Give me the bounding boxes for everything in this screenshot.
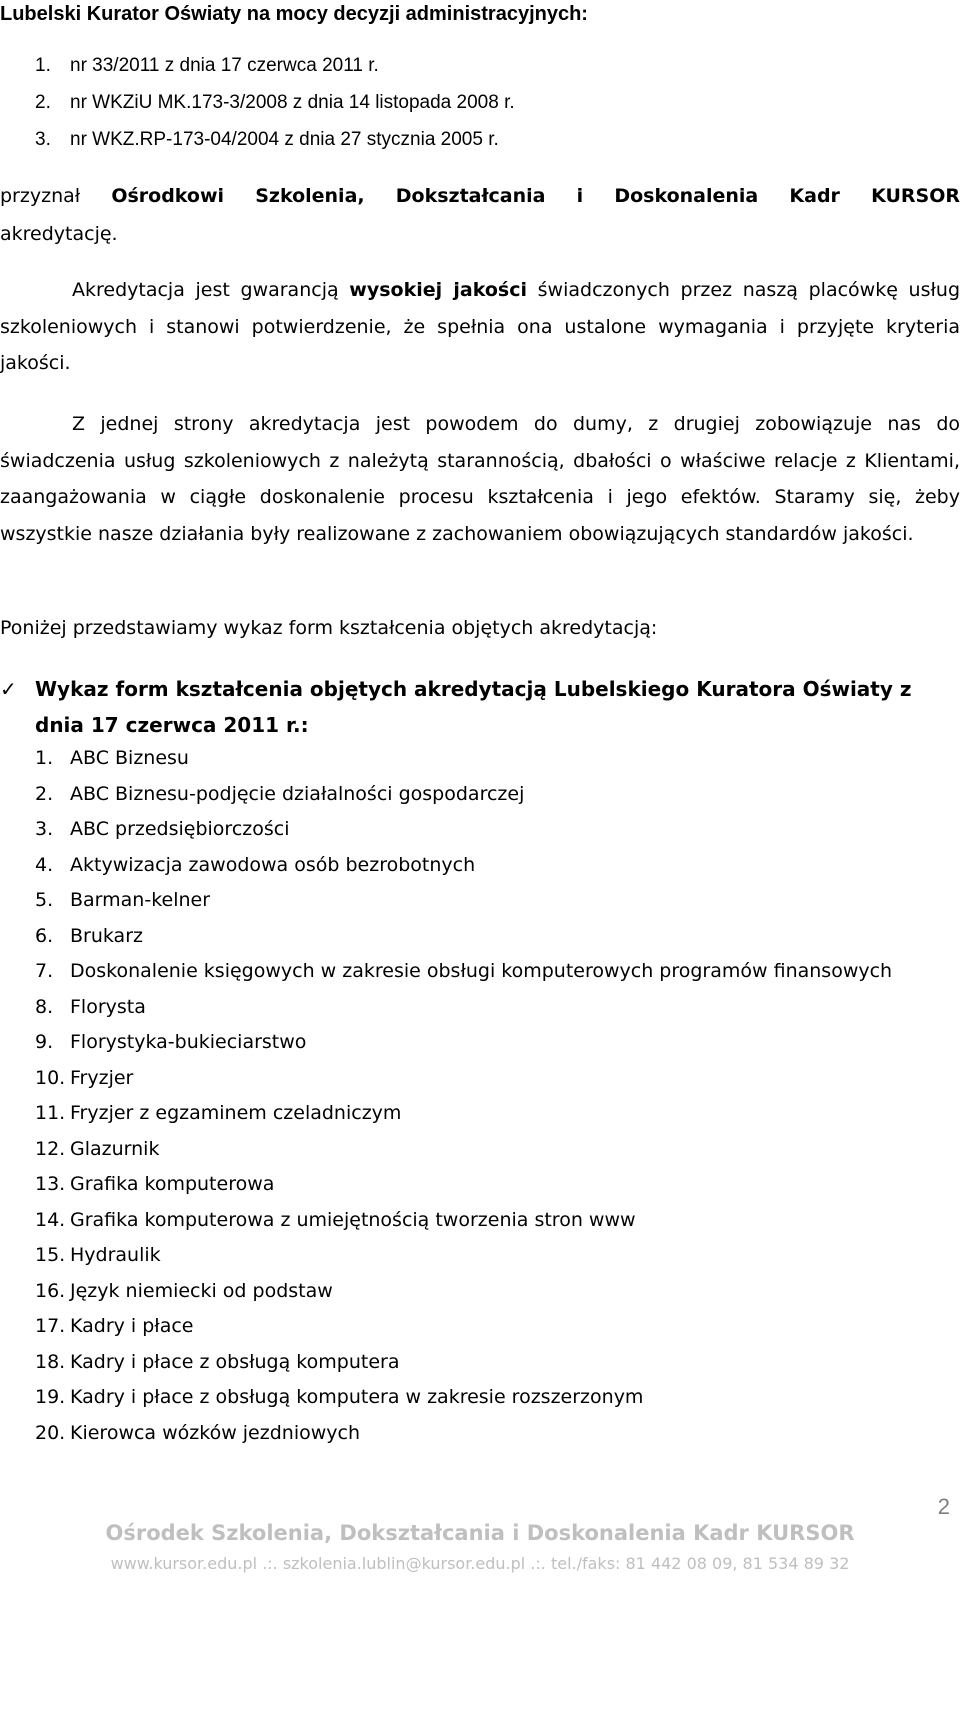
footer-contact: www.kursor.edu.pl .:. szkolenia.lublin@kursor.edu.pl .:. tel./faks: 81 442 08 09, 81 534 89 32 xyxy=(110,1554,850,1573)
course-item xyxy=(0,812,960,848)
list-title: Wykaz form kształcenia objętych akredytacją Lubelskiego Kuratora Oświaty z dnia 17 czerwca 2011 r.: xyxy=(35,677,912,737)
course-item xyxy=(0,1274,960,1310)
course-number: 15. xyxy=(35,1244,66,1266)
course-item xyxy=(0,1096,960,1132)
quality-text-after: świadczonych przez naszą placówkę usług szkoleniowych i stanowi potwierdzenie, że spełnia ona ustalone wymagania i przyjęte kryteria jakości. xyxy=(0,279,960,374)
page-heading: Lubelski Kurator Oświaty na mocy decyzji administracyjnych: xyxy=(0,3,588,25)
decisions-list xyxy=(0,47,960,158)
course-name: Doskonalenie księgowych w zakresie obsługi komputerowych programów finansowych xyxy=(70,960,893,982)
quality-paragraph xyxy=(0,272,960,382)
course-item xyxy=(0,1416,960,1452)
course-name: Hydraulik xyxy=(70,1244,161,1266)
course-item xyxy=(0,1345,960,1381)
org-word: Szkolenia, xyxy=(255,185,365,207)
course-name: Kierowca wózków jezdniowych xyxy=(70,1421,361,1444)
decision-item xyxy=(0,47,960,84)
course-item xyxy=(0,1309,960,1345)
course-name: Fryzjer z egzaminem czeladniczym xyxy=(70,1102,402,1124)
course-number: 2. xyxy=(35,782,54,805)
accreditation-statement xyxy=(0,177,960,253)
course-name: Glazurnik xyxy=(70,1137,160,1160)
check-icon: ✓ xyxy=(0,677,17,701)
course-number: 3. xyxy=(35,818,54,840)
course-number: 12. xyxy=(35,1137,66,1160)
footer-organization: Ośrodek Szkolenia, Dokształcania i Doskonalenia Kadr KURSOR xyxy=(105,1521,855,1545)
course-name: Grafika komputerowa z umiejętnością tworzenia stron www xyxy=(70,1208,636,1231)
course-name: ABC Biznesu-podjęcie działalności gospodarczej xyxy=(70,782,525,805)
org-word: Dokształcania xyxy=(395,185,546,207)
decision-number: 2. xyxy=(35,92,51,113)
course-name: Fryzjer xyxy=(70,1066,134,1089)
course-name: ABC przedsiębiorczości xyxy=(70,818,290,840)
course-number: 16. xyxy=(35,1279,66,1302)
course-number: 20. xyxy=(35,1421,66,1444)
course-number: 6. xyxy=(35,924,54,947)
course-number: 17. xyxy=(35,1315,66,1337)
commitment-paragraph xyxy=(0,406,960,552)
decision-number: 1. xyxy=(35,55,51,76)
decision-text: nr WKZiU MK.173-3/2008 z dnia 14 listopada 2008 r. xyxy=(70,92,515,113)
org-word: Ośrodkowi xyxy=(111,185,225,207)
decision-item xyxy=(0,121,960,158)
course-item xyxy=(0,1380,960,1416)
course-number: 7. xyxy=(35,960,54,982)
commitment-text: Z jednej strony akredytacja jest powodem do dumy, z drugiej zobowiązuje nas do świadczenia usług szkoleniowych z należytą starannością, dbałości o właściwe relacje z Klientami, zaangażowania w ciągłe doskonalenie procesu kształcenia i jego efektów. Staramy się, żeby wszystkie nasze działania były realizowane z zachowaniem obowiązujących standardów jakości. xyxy=(0,413,960,545)
course-name: Barman-kelner xyxy=(70,889,211,911)
course-item xyxy=(0,848,960,884)
course-item xyxy=(0,919,960,955)
course-name: Kadry i płace z obsługą komputera xyxy=(70,1350,400,1373)
course-number: 11. xyxy=(35,1102,66,1124)
org-word: i xyxy=(576,185,584,207)
course-name: Grafika komputerowa xyxy=(70,1173,275,1195)
course-item xyxy=(0,954,960,990)
granted-suffix: akredytację. xyxy=(0,223,118,245)
granted-prefix: przyznał xyxy=(0,185,81,207)
quality-emphasis: wysokiej jakości xyxy=(349,279,527,301)
decision-text: nr 33/2011 z dnia 17 czerwca 2011 r. xyxy=(70,55,379,76)
quality-text-before: Akredytacja jest gwarancją xyxy=(72,279,350,301)
org-word: Doskonalenia xyxy=(614,185,759,207)
course-item xyxy=(0,990,960,1026)
course-item xyxy=(0,1238,960,1274)
course-item xyxy=(0,741,960,777)
course-number: 10. xyxy=(35,1066,66,1089)
course-number: 4. xyxy=(35,853,54,876)
course-item xyxy=(0,883,960,919)
course-name: Kadry i płace xyxy=(70,1315,194,1337)
course-item xyxy=(0,1061,960,1097)
course-item xyxy=(0,1167,960,1203)
course-item xyxy=(0,1132,960,1168)
course-number: 5. xyxy=(35,889,54,911)
course-number: 1. xyxy=(35,747,54,769)
course-name: Florystyka-bukieciarstwo xyxy=(70,1031,307,1053)
course-item xyxy=(0,777,960,813)
course-number: 13. xyxy=(35,1173,66,1195)
course-item xyxy=(0,1025,960,1061)
decision-text: nr WKZ.RP-173-04/2004 z dnia 27 stycznia 2005 r. xyxy=(70,129,499,150)
course-item xyxy=(0,1203,960,1239)
course-number: 9. xyxy=(35,1031,54,1053)
course-name: Aktywizacja zawodowa osób bezrobotnych xyxy=(70,853,476,876)
course-number: 14. xyxy=(35,1208,66,1231)
course-name: Brukarz xyxy=(70,924,143,947)
course-number: 19. xyxy=(35,1386,66,1408)
org-word: Kadr xyxy=(789,185,840,207)
org-word: KURSOR xyxy=(871,185,960,207)
course-number: 8. xyxy=(35,995,54,1018)
page-number: 2 xyxy=(937,1494,950,1519)
decision-item xyxy=(0,84,960,121)
course-name: Florysta xyxy=(70,995,146,1018)
course-name: Kadry i płace z obsługą komputera w zakresie rozszerzonym xyxy=(70,1386,644,1408)
courses-list xyxy=(0,741,960,1451)
course-name: Język niemiecki od podstaw xyxy=(70,1279,333,1302)
list-intro: Poniżej przedstawiamy wykaz form kształcenia objętych akredytacją: xyxy=(0,617,658,639)
course-number: 18. xyxy=(35,1350,66,1373)
course-name: ABC Biznesu xyxy=(70,747,189,769)
decision-number: 3. xyxy=(35,129,51,150)
